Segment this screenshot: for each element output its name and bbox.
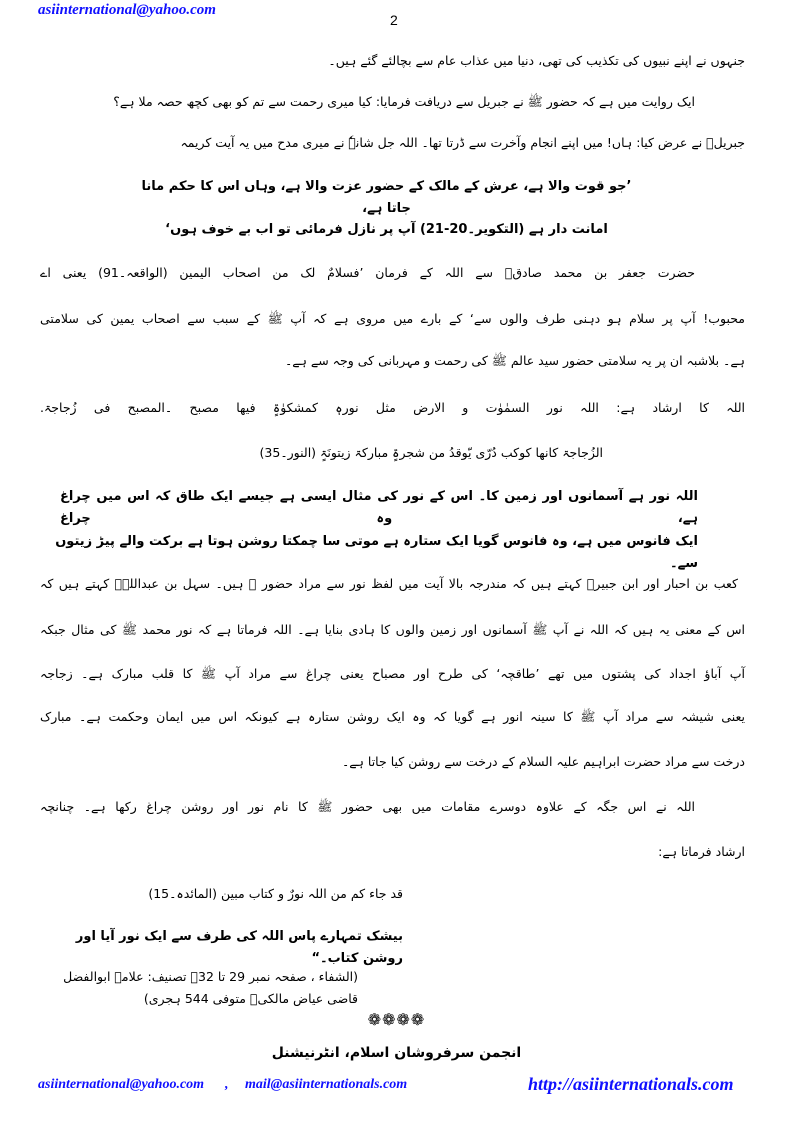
organization-name: انجمن سرفروشان اسلام، انٹرنیشنل (271, 1045, 522, 1061)
quote-line: امانت دار ہے (التکویر۔20-21) آپ پر نازل فرمائی تو اب بے خوف ہوں‘ (165, 222, 608, 237)
quote-line: ’جو قوت والا ہے، عرش کے مالک کے حضور عزت والا ہے، وہاں اس کا حکم مانا جاتا ہے، (141, 179, 632, 216)
footer-email2-link[interactable]: mail@asiinternationals.com (245, 1077, 408, 1092)
text-line: ہے۔ بلاشبہ ان پر یہ سلامتی حضور سید عالم ﷺ کی رحمت و مہربانی کی وجہ سے ہے۔ (284, 353, 745, 368)
verse-line: قد جاء کم من اللہ نورٌ و کتاب مبین (المائدہ۔15) (148, 886, 403, 901)
text-line: ایک روایت میں ہے کہ حضور ﷺ نے جبریل سے دریافت فرمایا: کیا میری رحمت سے تم کو بھی کچھ حصہ ملا ہے؟ (113, 94, 695, 109)
text-line: درخت سے مراد حضرت ابراہیم علیہ السلام کے درخت سے روشن کیا جاتا ہے۔ (341, 754, 745, 769)
header-email-link[interactable]: asiinternational@yahoo.com (38, 2, 216, 18)
footer-email-link[interactable]: asiinternational@yahoo.com (38, 1077, 205, 1092)
text-line: کعب بن احبار اور ابن جبیرؓ کہتے ہیں کہ مندرجہ بالا آیت میں لفظ نور سے مراد حضور ﷺ ہیں۔ سہل بن عبداللہؒ کہتے ہیں کہ (40, 576, 738, 591)
text-line: جبریلؑ نے عرض کیا: ہاں! میں اپنے انجام وآخرت سے ڈرتا تھا۔ اللہ جل شانہٗ نے میری مدح میں یہ آیت کریمہ (180, 135, 745, 150)
page-number: 2 (390, 12, 398, 28)
verse-line: الزُجاجۃ کانھا کوکب دُرّی یّوقدُ من شجرۃٍ مبارکۃ زیتونَۃٍ (النور۔35) (259, 445, 603, 460)
text-line: اس کے معنی یہ ہیں کہ اللہ نے آپ ﷺ آسمانوں اور زمین والوں کا ہادی بنایا ہے۔ اللہ فرماتا ہے کہ نور محمد ﷺ کی مثال جبکہ (40, 622, 745, 637)
text-line: آپ آباؤ اجداد کی پشتوں میں تھے ’طاقچہ‘ کی طرح اور مصباح یعنی چراغ سے مراد آپ ﷺ کا قلب مبارک ہے۔ زجاجہ (40, 666, 745, 681)
footer-separator: , (225, 1077, 229, 1092)
text-line: یعنی شیشہ سے مراد آپ ﷺ کا سینہ انور ہے گویا کہ وہ ایک روشن ستارہ ہے کیونکہ اس میں ایمان وحکمت ہے۔ مبارک (40, 709, 745, 724)
translation-line: ایک فانوس میں ہے، وہ فانوس گویا ایک ستارہ ہے موتی سا چمکتا روشن ہوتا ہے برکت والے پیڑ زیتوں سے۔ (55, 534, 698, 571)
text-line: محبوب! آپ پر سلام ہو دہنی طرف والوں سے‘ کے بارے میں مروی ہے کہ آپ ﷺ کے سبب سے اصحاب یمین کی سلامتی (40, 311, 745, 326)
translation-line: بیشک تمہارے پاس اللہ کی طرف سے ایک نور آیا اور روشن کتاب۔“ (75, 929, 403, 966)
text-line: اللہ کا ارشاد ہے: اللہ نور السمٰوٰت و الارض مثل نورہٖ کمشکوٰۃٍ فیھا مصبح ۔المصبح فی زُجاجۃ. (40, 400, 745, 415)
website-link[interactable]: http://asiinternationals.com (528, 1074, 734, 1094)
text-line: ارشاد فرماتا ہے: (658, 844, 745, 859)
reference-line: (الشفاء ، صفحہ نمبر 29 تا 32۔ تصنیف: علامہ ابوالفضل قاضی عیاض مالکیؒ متوفی 544 ہجری) (63, 969, 358, 1006)
translation-line: اللہ نور ہے آسمانوں اور زمین کا۔ اس کے نور کی مثال ایسی ہے جیسے ایک طاق کہ اس میں چراغ ہے، وہ چراغ (60, 489, 698, 526)
ornament-divider: ❁❁❁❁ (367, 1010, 426, 1029)
text-line: اللہ نے اس جگہ کے علاوہ دوسرے مقامات میں بھی حضور ﷺ کا نام نور اور روشن چراغ رکھا ہے۔ چنانچہ (40, 799, 695, 814)
text-line: جنہوں نے اپنے نبیوں کی تکذیب کی تھی، دنیا میں عذاب عام سے بچالئے گئے ہیں۔ (328, 53, 745, 68)
text-line: حضرت جعفر بن محمد صادقؓ سے اللہ کے فرمان ’فسلامٌ لک من اصحاب الیمین (الواقعہ۔91) یعنی اے (40, 265, 695, 280)
